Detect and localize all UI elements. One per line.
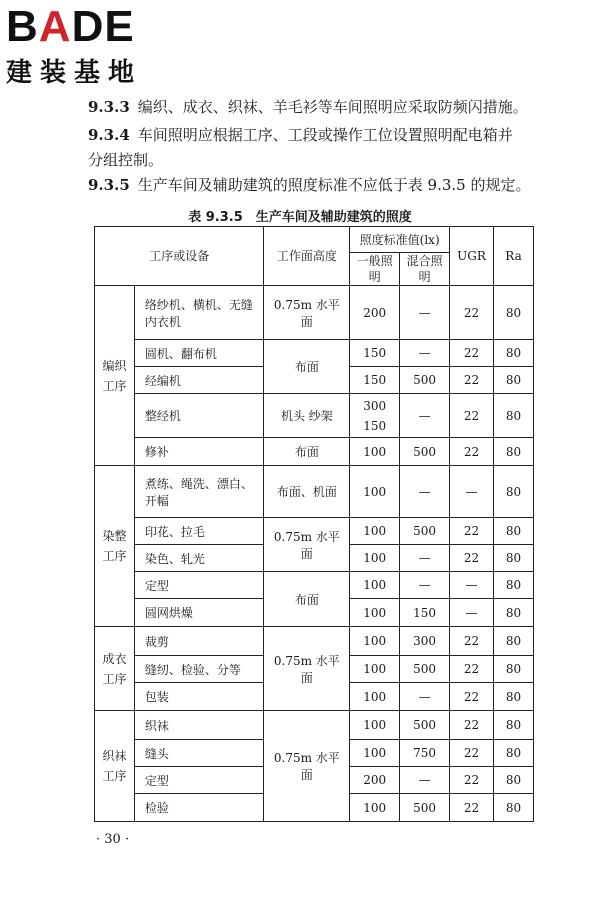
table-row: [95, 711, 534, 740]
mixed-cell: 750: [400, 740, 450, 767]
ra-cell: 80: [494, 340, 534, 367]
process-cell: 印花、拉毛: [134, 518, 264, 545]
header-lux: 照度标准值(lx): [350, 227, 450, 253]
table-row: [95, 438, 534, 466]
table-row: [95, 572, 534, 599]
process-cell: 修补: [134, 438, 264, 466]
ra-cell: 80: [494, 466, 534, 518]
ugr-cell: 22: [450, 794, 494, 822]
mixed-cell: —: [400, 545, 450, 572]
table-row: [95, 518, 534, 545]
process-cell: 缝纫、检验、分等: [134, 656, 264, 683]
general-cell: 100: [350, 545, 400, 572]
process-cell: 整经机: [134, 394, 264, 438]
logo-wordmark: BADE: [6, 2, 135, 51]
height-cell: 布面: [264, 340, 350, 394]
general-cell: 200: [350, 286, 400, 340]
ugr-cell: 22: [450, 683, 494, 711]
process-cell: 煮练、绳洗、漂白、开幅: [134, 466, 264, 518]
header-ra: Ra: [494, 227, 534, 286]
general-cell: 100: [350, 740, 400, 767]
ugr-cell: —: [450, 599, 494, 627]
ugr-cell: 22: [450, 367, 494, 394]
ra-cell: 80: [494, 572, 534, 599]
general-cell: 150: [350, 340, 400, 367]
height-cell: 0.75m 水平面: [264, 711, 350, 822]
mixed-cell: 500: [400, 518, 450, 545]
mixed-cell: —: [400, 683, 450, 711]
general-cell: 100: [350, 627, 400, 656]
height-cell: 0.75m 水平面: [264, 518, 350, 572]
header-ugr: UGR: [450, 227, 494, 286]
process-cell: 定型: [134, 767, 264, 794]
header-general: 一般照明: [350, 253, 400, 286]
ra-cell: 80: [494, 438, 534, 466]
paragraph-9-3-4-continuation: 分组控制。: [88, 151, 164, 169]
mixed-cell: —: [400, 286, 450, 340]
general-cell: 100: [350, 518, 400, 545]
general-cell: 300 150: [350, 394, 400, 438]
ugr-cell: 22: [450, 740, 494, 767]
ra-cell: 80: [494, 767, 534, 794]
mixed-cell: —: [400, 340, 450, 367]
height-cell: 0.75m 水平面: [264, 286, 350, 340]
group-name: 染整工序: [95, 466, 135, 627]
height-cell: 布面: [264, 572, 350, 627]
mixed-cell: —: [400, 572, 450, 599]
process-cell: 圆机、翻布机: [134, 340, 264, 367]
paragraph-9-3-5: 9.3.5 生产车间及辅助建筑的照度标准不应低于表 9.3.5 的规定。: [88, 176, 531, 194]
ra-cell: 80: [494, 794, 534, 822]
ra-cell: 80: [494, 683, 534, 711]
ugr-cell: 22: [450, 767, 494, 794]
mixed-cell: 500: [400, 656, 450, 683]
general-cell: 100: [350, 438, 400, 466]
general-cell: 200: [350, 767, 400, 794]
ugr-cell: 22: [450, 340, 494, 367]
table-row: [95, 627, 534, 656]
general-cell: 100: [350, 656, 400, 683]
process-cell: 包装: [134, 683, 264, 711]
process-cell: 裁剪: [134, 627, 264, 656]
process-cell: 织袜: [134, 711, 264, 740]
height-cell: 机头 纱架: [264, 394, 350, 438]
ugr-cell: 22: [450, 545, 494, 572]
mixed-cell: —: [400, 466, 450, 518]
ra-cell: 80: [494, 599, 534, 627]
paragraph-9-3-3: 9.3.3 编织、成衣、织袜、羊毛衫等车间照明应采取防频闪措施。: [88, 98, 528, 116]
ra-cell: 80: [494, 518, 534, 545]
general-cell: 100: [350, 711, 400, 740]
ra-cell: 80: [494, 656, 534, 683]
process-cell: 络纱机、横机、无缝内衣机: [134, 286, 264, 340]
ugr-cell: —: [450, 466, 494, 518]
ugr-cell: —: [450, 572, 494, 599]
logo-subtitle: 建装基地: [6, 58, 143, 88]
ugr-cell: 22: [450, 518, 494, 545]
ra-cell: 80: [494, 711, 534, 740]
table-row: [95, 394, 534, 438]
group-name: 成衣工序: [95, 627, 135, 711]
process-cell: 检验: [134, 794, 264, 822]
ugr-cell: 22: [450, 286, 494, 340]
ugr-cell: 22: [450, 438, 494, 466]
table-row: [95, 286, 534, 340]
ugr-cell: 22: [450, 394, 494, 438]
height-cell: 0.75m 水平面: [264, 627, 350, 711]
table-row: [95, 466, 534, 518]
process-cell: 缝头: [134, 740, 264, 767]
ra-cell: 80: [494, 286, 534, 340]
mixed-cell: —: [400, 767, 450, 794]
process-cell: 圆网烘燥: [134, 599, 264, 627]
mixed-cell: 500: [400, 711, 450, 740]
ugr-cell: 22: [450, 656, 494, 683]
mixed-cell: 150: [400, 599, 450, 627]
table-row: [95, 340, 534, 367]
mixed-cell: 500: [400, 438, 450, 466]
table-title: 表 9.3.5 生产车间及辅助建筑的照度: [188, 210, 412, 225]
logo: [6, 4, 176, 89]
ugr-cell: 22: [450, 711, 494, 740]
mixed-cell: 500: [400, 794, 450, 822]
ra-cell: 80: [494, 740, 534, 767]
header-process: 工序或设备: [95, 227, 264, 286]
general-cell: 100: [350, 794, 400, 822]
page-number: · 30 ·: [96, 832, 130, 847]
process-cell: 染色、轧光: [134, 545, 264, 572]
mixed-cell: —: [400, 394, 450, 438]
ra-cell: 80: [494, 367, 534, 394]
general-cell: 100: [350, 599, 400, 627]
general-cell: 150: [350, 367, 400, 394]
ra-cell: 80: [494, 627, 534, 656]
header-height: 工作面高度: [264, 227, 350, 286]
ra-cell: 80: [494, 394, 534, 438]
illuminance-table: [94, 226, 534, 822]
general-cell: 100: [350, 572, 400, 599]
paragraph-9-3-4: 9.3.4 车间照明应根据工序、工段或操作工位设置照明配电箱并: [88, 126, 513, 144]
group-name: 织袜工序: [95, 711, 135, 822]
general-cell: 100: [350, 466, 400, 518]
height-cell: 布面、机面: [264, 466, 350, 518]
process-cell: 定型: [134, 572, 264, 599]
ra-cell: 80: [494, 545, 534, 572]
mixed-cell: 500: [400, 367, 450, 394]
process-cell: 经编机: [134, 367, 264, 394]
height-cell: 布面: [264, 438, 350, 466]
ugr-cell: 22: [450, 627, 494, 656]
mixed-cell: 300: [400, 627, 450, 656]
general-cell: 100: [350, 683, 400, 711]
header-mixed: 混合照明: [400, 253, 450, 286]
group-name: 编织工序: [95, 286, 135, 466]
